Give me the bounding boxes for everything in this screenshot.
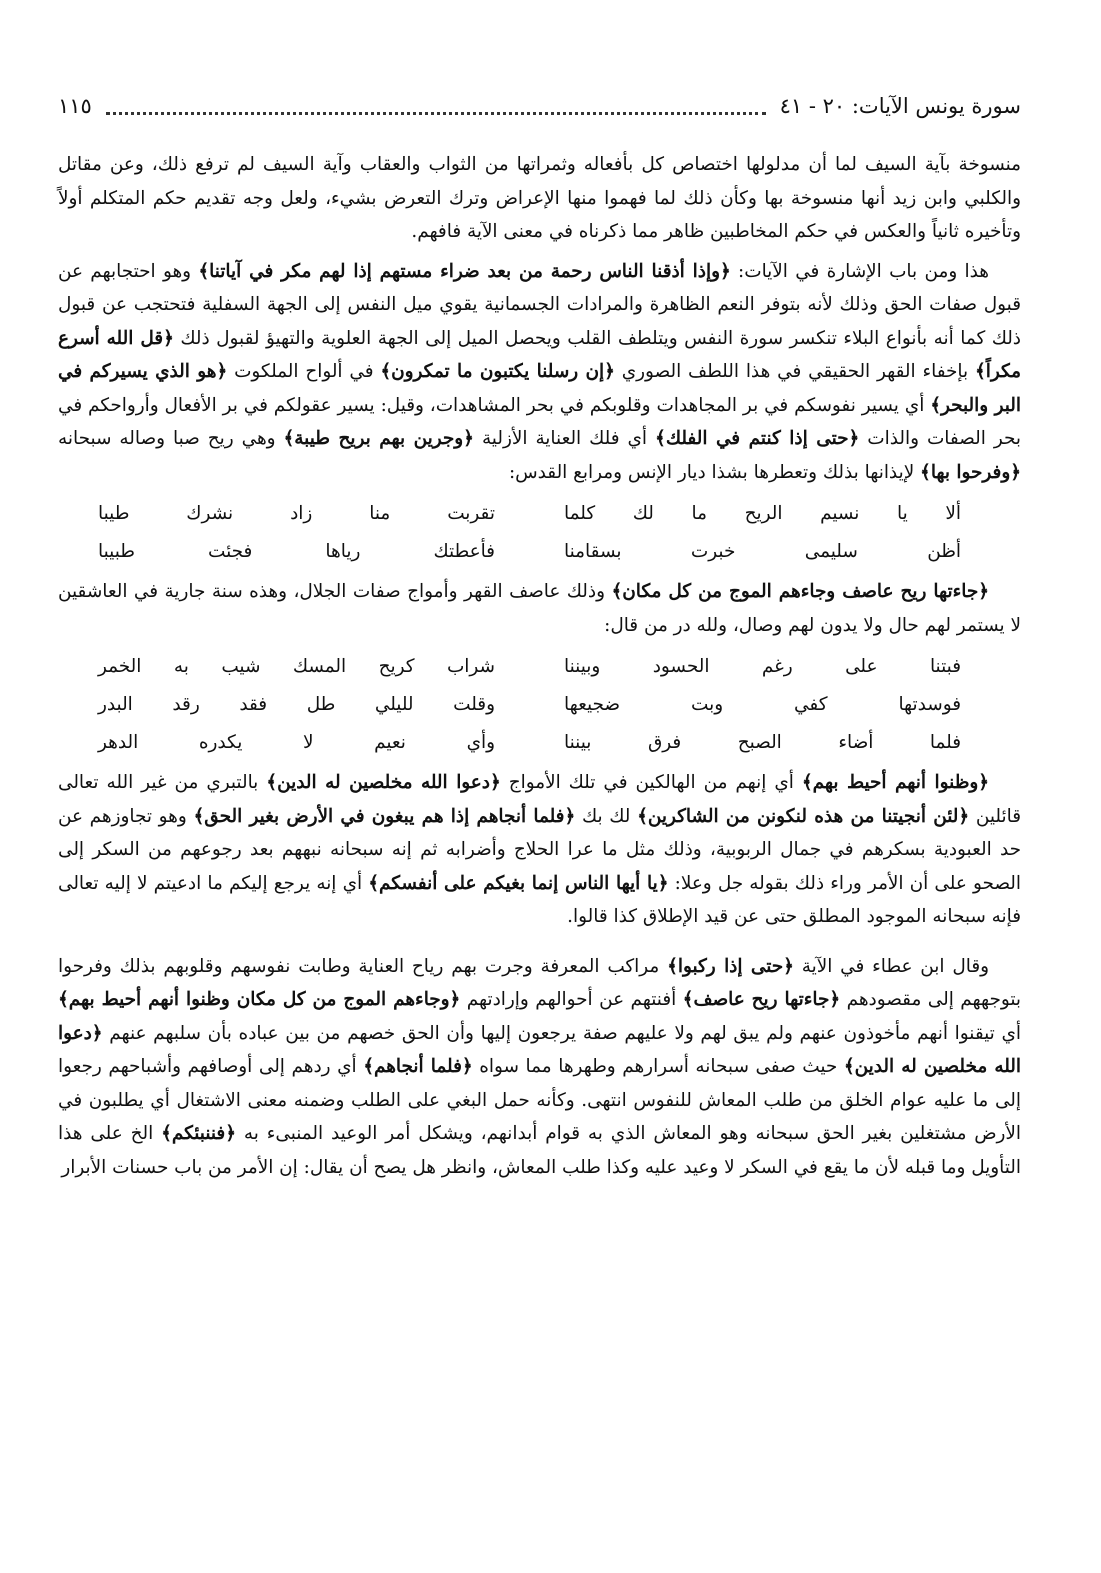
quran-quote: ﴿وإذا أذقنا الناس رحمة من بعد ضراء مستهم إذا لهم مكر في آياتنا﴾ bbox=[198, 260, 731, 282]
page-body bbox=[58, 148, 1021, 1190]
paragraph-gap bbox=[58, 940, 1021, 950]
text-run: حيث صفى سبحانه أسرارهم وطهرها مما سواه bbox=[472, 1056, 844, 1077]
quran-quote: ﴿وجاءهم الموج من كل مكان وظنوا أنهم أحيط بهم﴾ bbox=[58, 989, 461, 1010]
verse-first-hemistich: ألا يا نسيم الريح ما لك كلما bbox=[564, 503, 961, 524]
poem-block-2 bbox=[98, 648, 961, 762]
quran-quote: ﴿إن رسلنا يكتبون ما تمكرون﴾ bbox=[380, 361, 615, 382]
leader-dots bbox=[106, 98, 766, 115]
text-run: هذا ومن باب الإشارة في الآيات: bbox=[730, 260, 989, 282]
text-run: لك بك bbox=[575, 805, 638, 827]
text-run: وهو تجاوزهم عن حد العبودية بسكرهم في جمال الربوبية، وذلك مثل ما عرا الحلاج وأضرابه ثم إنه سبحانه نبههم بعد رجوعهم من السكر إلى الصحو على أن الأمر وراء ذلك بقوله جل وعلا: bbox=[58, 805, 1021, 894]
verse-first-hemistich: فلما أضاء الصبح فرق بيننا bbox=[564, 732, 961, 753]
quran-quote: ﴿وظنوا أنهم أحيط بهم﴾ bbox=[801, 772, 990, 793]
quran-quote: ﴿يا أيها الناس إنما بغيكم على أنفسكم﴾ bbox=[368, 872, 669, 894]
paragraph-2 bbox=[58, 255, 1021, 490]
quran-quote: ﴿لئن أنجيتنا من هذه لنكونن من الشاكرين﴾ bbox=[637, 805, 970, 827]
paragraph-4 bbox=[58, 766, 1021, 934]
quran-quote: ﴿وجرين بهم بريح طيبة﴾ bbox=[283, 428, 474, 449]
poem-verse bbox=[98, 686, 961, 724]
page-header bbox=[58, 88, 1021, 124]
verse-second-hemistich: وقلت لليلي طل فقد رقد البدر bbox=[98, 694, 495, 715]
paragraph-3 bbox=[58, 575, 1021, 642]
poem-block-1 bbox=[98, 495, 961, 571]
text-run: مراكب المعرفة وجرت بهم رياح العناية وطابت نفوسهم وقلوبهم بذلك وفرحوا بتوجههم إلى مقصودهم bbox=[58, 955, 1021, 1010]
paragraph-text: منسوخة بآية السيف لما أن مدلولها اختصاص كل بأفعاله وثمراتها من الثواب والعقاب وآية السيف لم ترفع ذلك، وعن مقاتل والكلبي وابن زيد أنها منسوخة بها وكأن ذلك لما فهموا منها الإعراض وترك التعرض بشيء، ولعل وجه تقديم حكم المتكلم أولاً وتأخيره ثانياً والعكس في حكم المخاطبين ظاهر مما ذكرناه في معنى الآية فافهم. bbox=[58, 154, 1021, 242]
text-run: أي إنه يرجع إليكم ما ادعيتم لا إليه تعالى فإنه سبحانه الموجود المطلق حتى عن قيد الإطلاق كذا قالوا. bbox=[58, 872, 1021, 927]
text-run: أي ردهم إلى أوصافهم وأشباحهم رجعوا إلى ما عليه عوام الخلق من طلب المعاش للنفوس انتهى. وكأنه حمل البغي على الطلب وضمنه معنى الاشتغال أي يطلبون في الأرض مشتغلين بغير الحق سبحانه وهو المعاش الذي به قوام أبدانهم، ويشكل أمر الوعيد المنبىء به bbox=[58, 1056, 1022, 1144]
quran-quote: ﴿جاءتها ريح عاصف﴾ bbox=[682, 989, 841, 1010]
poem-verse bbox=[98, 533, 961, 571]
verse-second-hemistich: تقربت منا زاد نشرك طيبا bbox=[98, 503, 495, 524]
verse-first-hemistich: أظن سليمى خبرت بسقامنا bbox=[564, 541, 961, 562]
poem-verse bbox=[98, 495, 961, 533]
poem-verse bbox=[98, 724, 961, 762]
text-run: وهو احتجابهم عن قبول صفات الحق وذلك لأنه بتوفر النعم الظاهرة والمرادات الجسمانية يقوي ميل النفس إلى الجهة السفلية فتحتجب عن قبول ذلك كما أنه بأنواع البلاء تنكسر سورة النفس ويتلطف القلب ويحصل الميل إلى الجهة العلوية والتهيؤ لقبول ذلك bbox=[58, 260, 1022, 349]
text-run: أي إنهم من الهالكين في تلك الأمواج bbox=[500, 772, 802, 793]
quran-quote: ﴿هو الذي يسيركم في البر والبحر﴾ bbox=[58, 361, 1021, 416]
text-run: بالتبري من غير الله تعالى قائلين bbox=[58, 772, 1021, 827]
quran-quote: ﴿وفرحوا بها﴾ bbox=[920, 461, 1021, 483]
text-run: وهي ريح صبا وصاله سبحانه bbox=[58, 428, 284, 449]
text-run: بإخفاء القهر الحقيقي في هذا اللطف الصوري bbox=[614, 361, 975, 382]
quran-quote: ﴿فننبئكم﴾ bbox=[161, 1123, 236, 1144]
text-run: أفنتهم عن أحوالهم وإرادتهم bbox=[460, 989, 683, 1010]
quran-quote: ﴿فلما أنجاهم﴾ bbox=[363, 1056, 473, 1077]
quran-quote: ﴿دعوا الله مخلصين له الدين﴾ bbox=[266, 772, 501, 793]
quran-quote: ﴿حتى إذا ركبوا﴾ bbox=[667, 955, 794, 977]
paragraph-5 bbox=[58, 950, 1021, 1185]
page-number: ١١٥ bbox=[58, 94, 92, 118]
text-run: لإيذانها بذلك وتعطرها بشذا ديار الإنس ومرابع القدس: bbox=[508, 461, 921, 483]
paragraph-1 bbox=[58, 148, 1021, 249]
text-run: وذلك عاصف القهر وأمواج صفات الجلال، وهذه سنة جارية في العاشقين لا يستمر لهم حال ولا يدون لهم وصال، ولله در من قال: bbox=[58, 581, 1021, 636]
verse-first-hemistich: فبتنا على رغم الحسود وبيننا bbox=[564, 656, 961, 677]
quran-quote: ﴿حتى إذا كنتم في الفلك﴾ bbox=[655, 428, 860, 449]
verse-second-hemistich: فأعطتك رياها فجئت طبيبا bbox=[98, 541, 495, 562]
quran-quote: ﴿دعوا الله مخلصين له الدين﴾ bbox=[58, 1022, 1022, 1077]
verse-second-hemistich: شراب كريح المسك شيب به الخمر bbox=[98, 656, 495, 677]
quran-quote: ﴿قل الله أسرع مكراً﴾ bbox=[58, 327, 1022, 382]
running-title: سورة يونس الآيات: ٢٠ - ٤١ bbox=[779, 94, 1021, 118]
poem-verse bbox=[98, 648, 961, 686]
text-run: أي فلك العناية الأزلية bbox=[473, 428, 656, 449]
text-run: في ألواح الملكوت bbox=[227, 361, 381, 382]
text-run: أي يسير نفوسكم في بر المجاهدات وقلوبكم في بحر المشاهدات، وقيل: يسير عقولكم في بر الأفعال وأرواحكم في بحر الصفات والذات bbox=[58, 394, 1021, 449]
text-run: أي تيقنوا أنهم مأخوذون عنهم ولم يبق لهم ولا عليهم صفة يرجعون إليها وأن الحق خصهم من بين عباده بأن سلبهم عنهم bbox=[102, 1022, 1021, 1044]
text-run: الخ على هذا التأويل وما قبله لأن ما يقع في السكر لا وعيد عليه وكذا طلب المعاش، وانظر هل يصح أن يقال: إن الأمر من باب حسنات الأبرار bbox=[58, 1123, 1021, 1178]
text-run: وقال ابن عطاء في الآية bbox=[793, 955, 990, 977]
verse-first-hemistich: فوسدتها كفي وبت ضجيعها bbox=[564, 694, 961, 715]
verse-second-hemistich: وأي نعيم لا يكدره الدهر bbox=[98, 732, 495, 753]
quran-quote: ﴿جاءتها ريح عاصف وجاءهم الموج من كل مكان﴾ bbox=[611, 581, 989, 602]
quran-quote: ﴿فلما أنجاهم إذا هم يبغون في الأرض بغير الحق﴾ bbox=[193, 805, 576, 827]
